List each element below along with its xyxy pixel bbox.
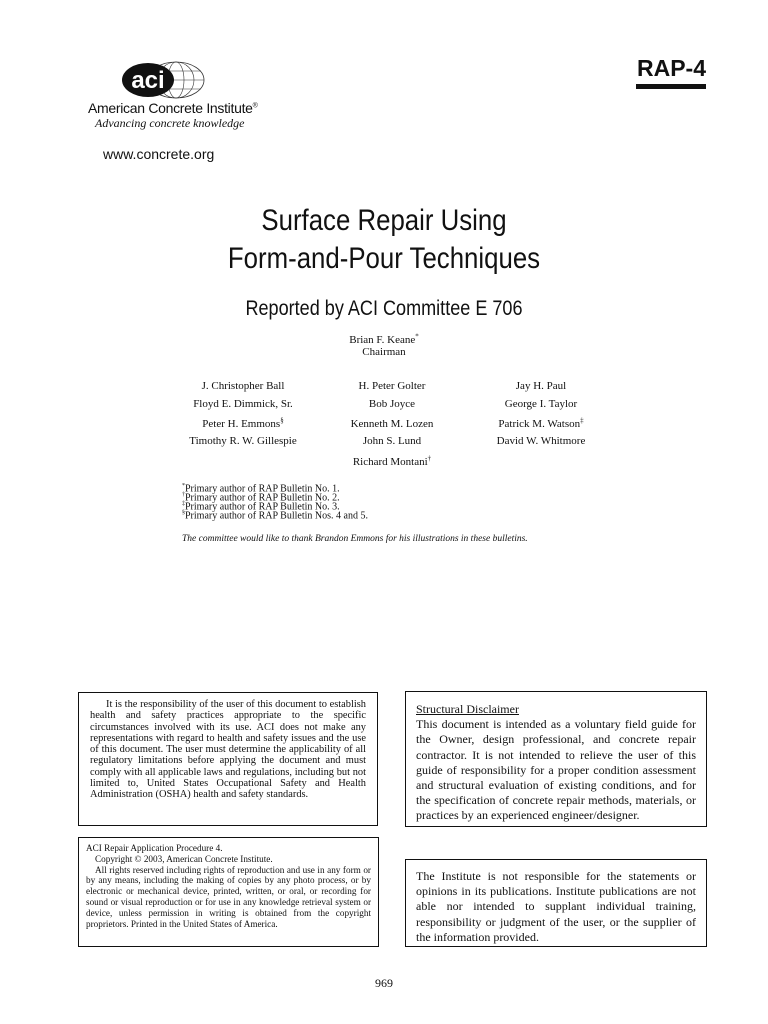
- title-line-1: Surface Repair Using: [261, 204, 507, 237]
- committee-member: Patrick M. Watson‡: [498, 416, 584, 430]
- responsibility-text: It is the responsibility of the user of this document to establish health and safety practices appropriate to the specific circumstances involved with its use. ACI does not make any representations with regard to health and safety issues and the use of this document. The user must determine the applicability of all regulatory limitations before applying the document and must comply with all applicable laws and regulations, including but not limited to, United States Occupational Safety and Health Administration (OSHA) health and safety standards.: [90, 699, 366, 801]
- committee-member: John S. Lund: [362, 435, 422, 447]
- committee-member: Richard Montani†: [352, 454, 432, 468]
- committee-member: Timothy R. W. Gillespie: [189, 435, 297, 447]
- committee-member: Bob Joyce: [368, 398, 416, 410]
- page-number: 969: [375, 976, 393, 990]
- footnote: ‡Primary author of RAP Bulletin No. 3.: [182, 501, 340, 513]
- copyright-procedure: ACI Repair Application Procedure 4.: [86, 843, 223, 853]
- document-code: RAP-4: [636, 55, 706, 81]
- structural-disclaimer: [405, 691, 707, 827]
- responsibility-notice: [78, 692, 378, 826]
- footnote: *Primary author of RAP Bulletin No. 1.: [182, 483, 340, 495]
- acknowledgement: The committee would like to thank Brandon Emmons for his illustrations in these bulletins.: [182, 534, 528, 544]
- chair-name: Brian F. Keane*: [349, 332, 419, 346]
- footnote: §Primary author of RAP Bulletin Nos. 4 and 5.: [182, 510, 368, 522]
- committee-member: David W. Whitmore: [496, 435, 586, 447]
- org-name: American Concrete Institute®: [88, 100, 258, 116]
- structural-disclaimer-text: This document is intended as a voluntary field guide for the Owner, design professional, and concrete repair contractor. It is not intended to relieve the user of this guide of responsibility for a proper condition assessment and structural evaluation of existing conditions, and for the specification of concrete repair methods, materials, or practices by an experienced engineer/designer.: [416, 717, 696, 823]
- committee-member: H. Peter Golter: [358, 380, 426, 392]
- aci-logo: [118, 58, 208, 102]
- committee-member: Floyd E. Dimmick, Sr.: [193, 398, 293, 410]
- institute-disclaimer-text: The Institute is not responsible for the statements or opinions in its publications. Institute publications are not able nor intended to supplant individual training, responsibility or judgment of the user, or the supplier of the information provided.: [416, 869, 696, 944]
- footnote: †Primary author of RAP Bulletin No. 2.: [182, 492, 340, 504]
- committee-member: Peter H. Emmons§: [202, 416, 284, 430]
- document-code-rule: [636, 84, 706, 89]
- committee-member: J. Christopher Ball: [201, 380, 285, 392]
- committee-member: Jay H. Paul: [515, 380, 567, 392]
- copyright-text: All rights reserved including rights of reproduction and use in any form or by any means, including the making of copies by any photo process, or by electronic or mechanical device, printed, written, or oral, or recording for sound or visual reproduction or for use in any knowledge retrieval system or device, unless permission in writing is obtained from the copyright proprietors. Printed in the United States of America.: [86, 864, 371, 929]
- website-link[interactable]: www.concrete.org: [103, 146, 215, 162]
- structural-disclaimer-heading: Structural Disclaimer: [416, 702, 519, 716]
- institute-disclaimer: [405, 859, 707, 947]
- copyright-notice: [78, 837, 379, 947]
- copyright-line: Copyright © 2003, American Concrete Institute.: [95, 853, 273, 864]
- committee-member: Kenneth M. Lozen: [350, 418, 434, 430]
- logo-text: aci: [131, 67, 165, 94]
- org-tagline: Advancing concrete knowledge: [95, 116, 245, 130]
- committee-member: George I. Taylor: [504, 398, 578, 410]
- subtitle: Reported by ACI Committee E 706: [245, 297, 523, 320]
- chair-role: Chairman: [362, 346, 406, 358]
- title-line-2: Form-and-Pour Techniques: [227, 242, 541, 275]
